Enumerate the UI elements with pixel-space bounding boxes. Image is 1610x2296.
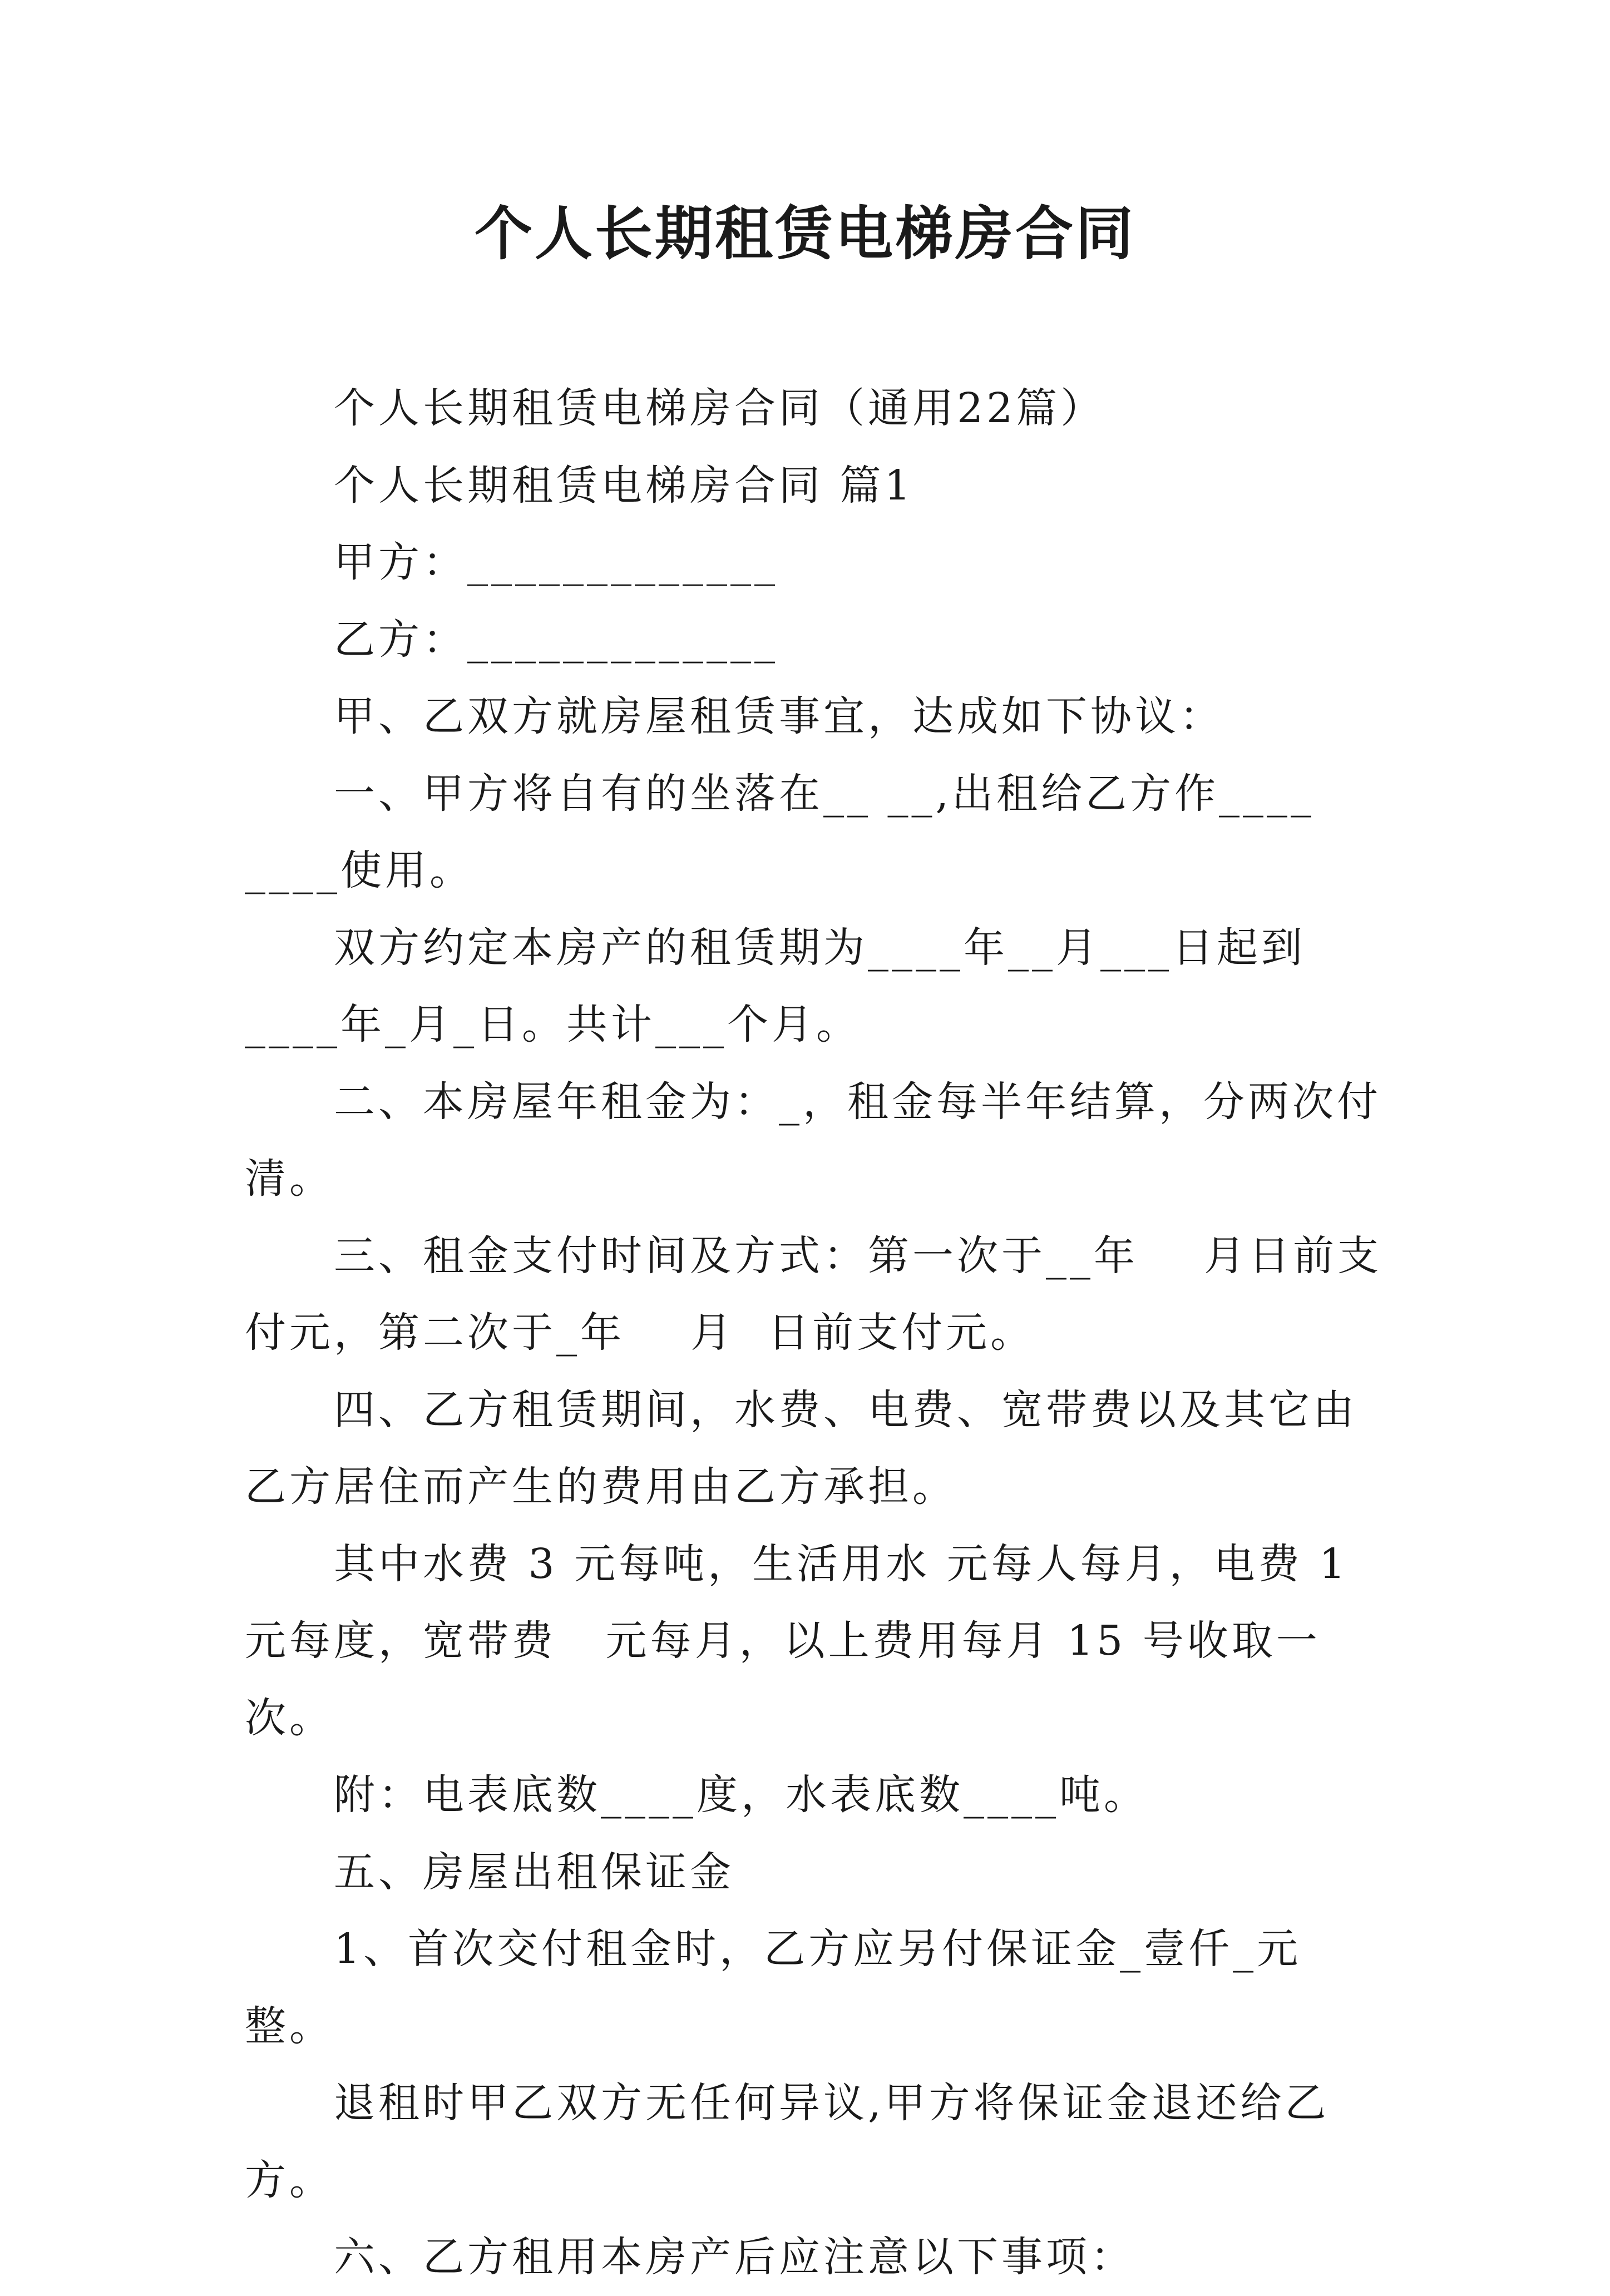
paragraph-agreement-intro: 甲、乙双方就房屋租赁事宜，达成如下协议： (334, 692, 1224, 740)
paragraph-chapter-heading: 个人长期租赁电梯房合同 篇1 (334, 461, 914, 509)
paragraph-clause-5: 五、房屋出租保证金 (334, 1848, 734, 1896)
paragraph-subtitle: 个人长期租赁电梯房合同（通用22篇） (334, 384, 1105, 432)
paragraph-fees: 其中水费 3 元每吨，生活用水 元每人每月，电费 1 元每度，宽带费 元每月，以上费用每月 15 号收取一次。 (245, 1540, 1365, 1742)
paragraph-meter-readings: 附：电表底数____度，水表底数____吨。 (334, 1771, 1148, 1819)
paragraph-clause-6: 六、乙方租用本房产后应注意以下事项： (334, 2233, 1135, 2281)
paragraph-party-b: 乙方：_____________ (334, 615, 778, 664)
paragraph-clause-2: 二、本房屋年租金为：_，租金每半年结算，分两次付清。 (245, 1077, 1381, 1203)
paragraph-deposit: 1、首次交付租金时，乙方应另付保证金_壹仟_元整。 (245, 1925, 1302, 2050)
paragraph-deposit-refund: 退租时甲乙双方无任何异议,甲方将保证金退还给乙方。 (245, 2079, 1330, 2204)
document-title: 个人长期租赁电梯房合同 (474, 200, 1135, 268)
paragraph-clause-3: 三、租金支付时间及方式：第一次于__年 月日前支付元，第二次于_年 月 日前支付元。 (245, 1231, 1382, 1357)
paragraph-party-a: 甲方：_____________ (334, 538, 778, 586)
paragraph-clause-1: 一、甲方将自有的坐落在__ __,出租给乙方作____ ____使用。 (245, 769, 1331, 894)
paragraph-lease-term: 双方约定本房产的租赁期为____年__月___日起到____年_月_日。共计___个月。 (245, 923, 1306, 1048)
paragraph-clause-4: 四、乙方租赁期间，水费、电费、宽带费以及其它由乙方居住而产生的费用由乙方承担。 (245, 1385, 1357, 1511)
document-body (245, 370, 1385, 2296)
